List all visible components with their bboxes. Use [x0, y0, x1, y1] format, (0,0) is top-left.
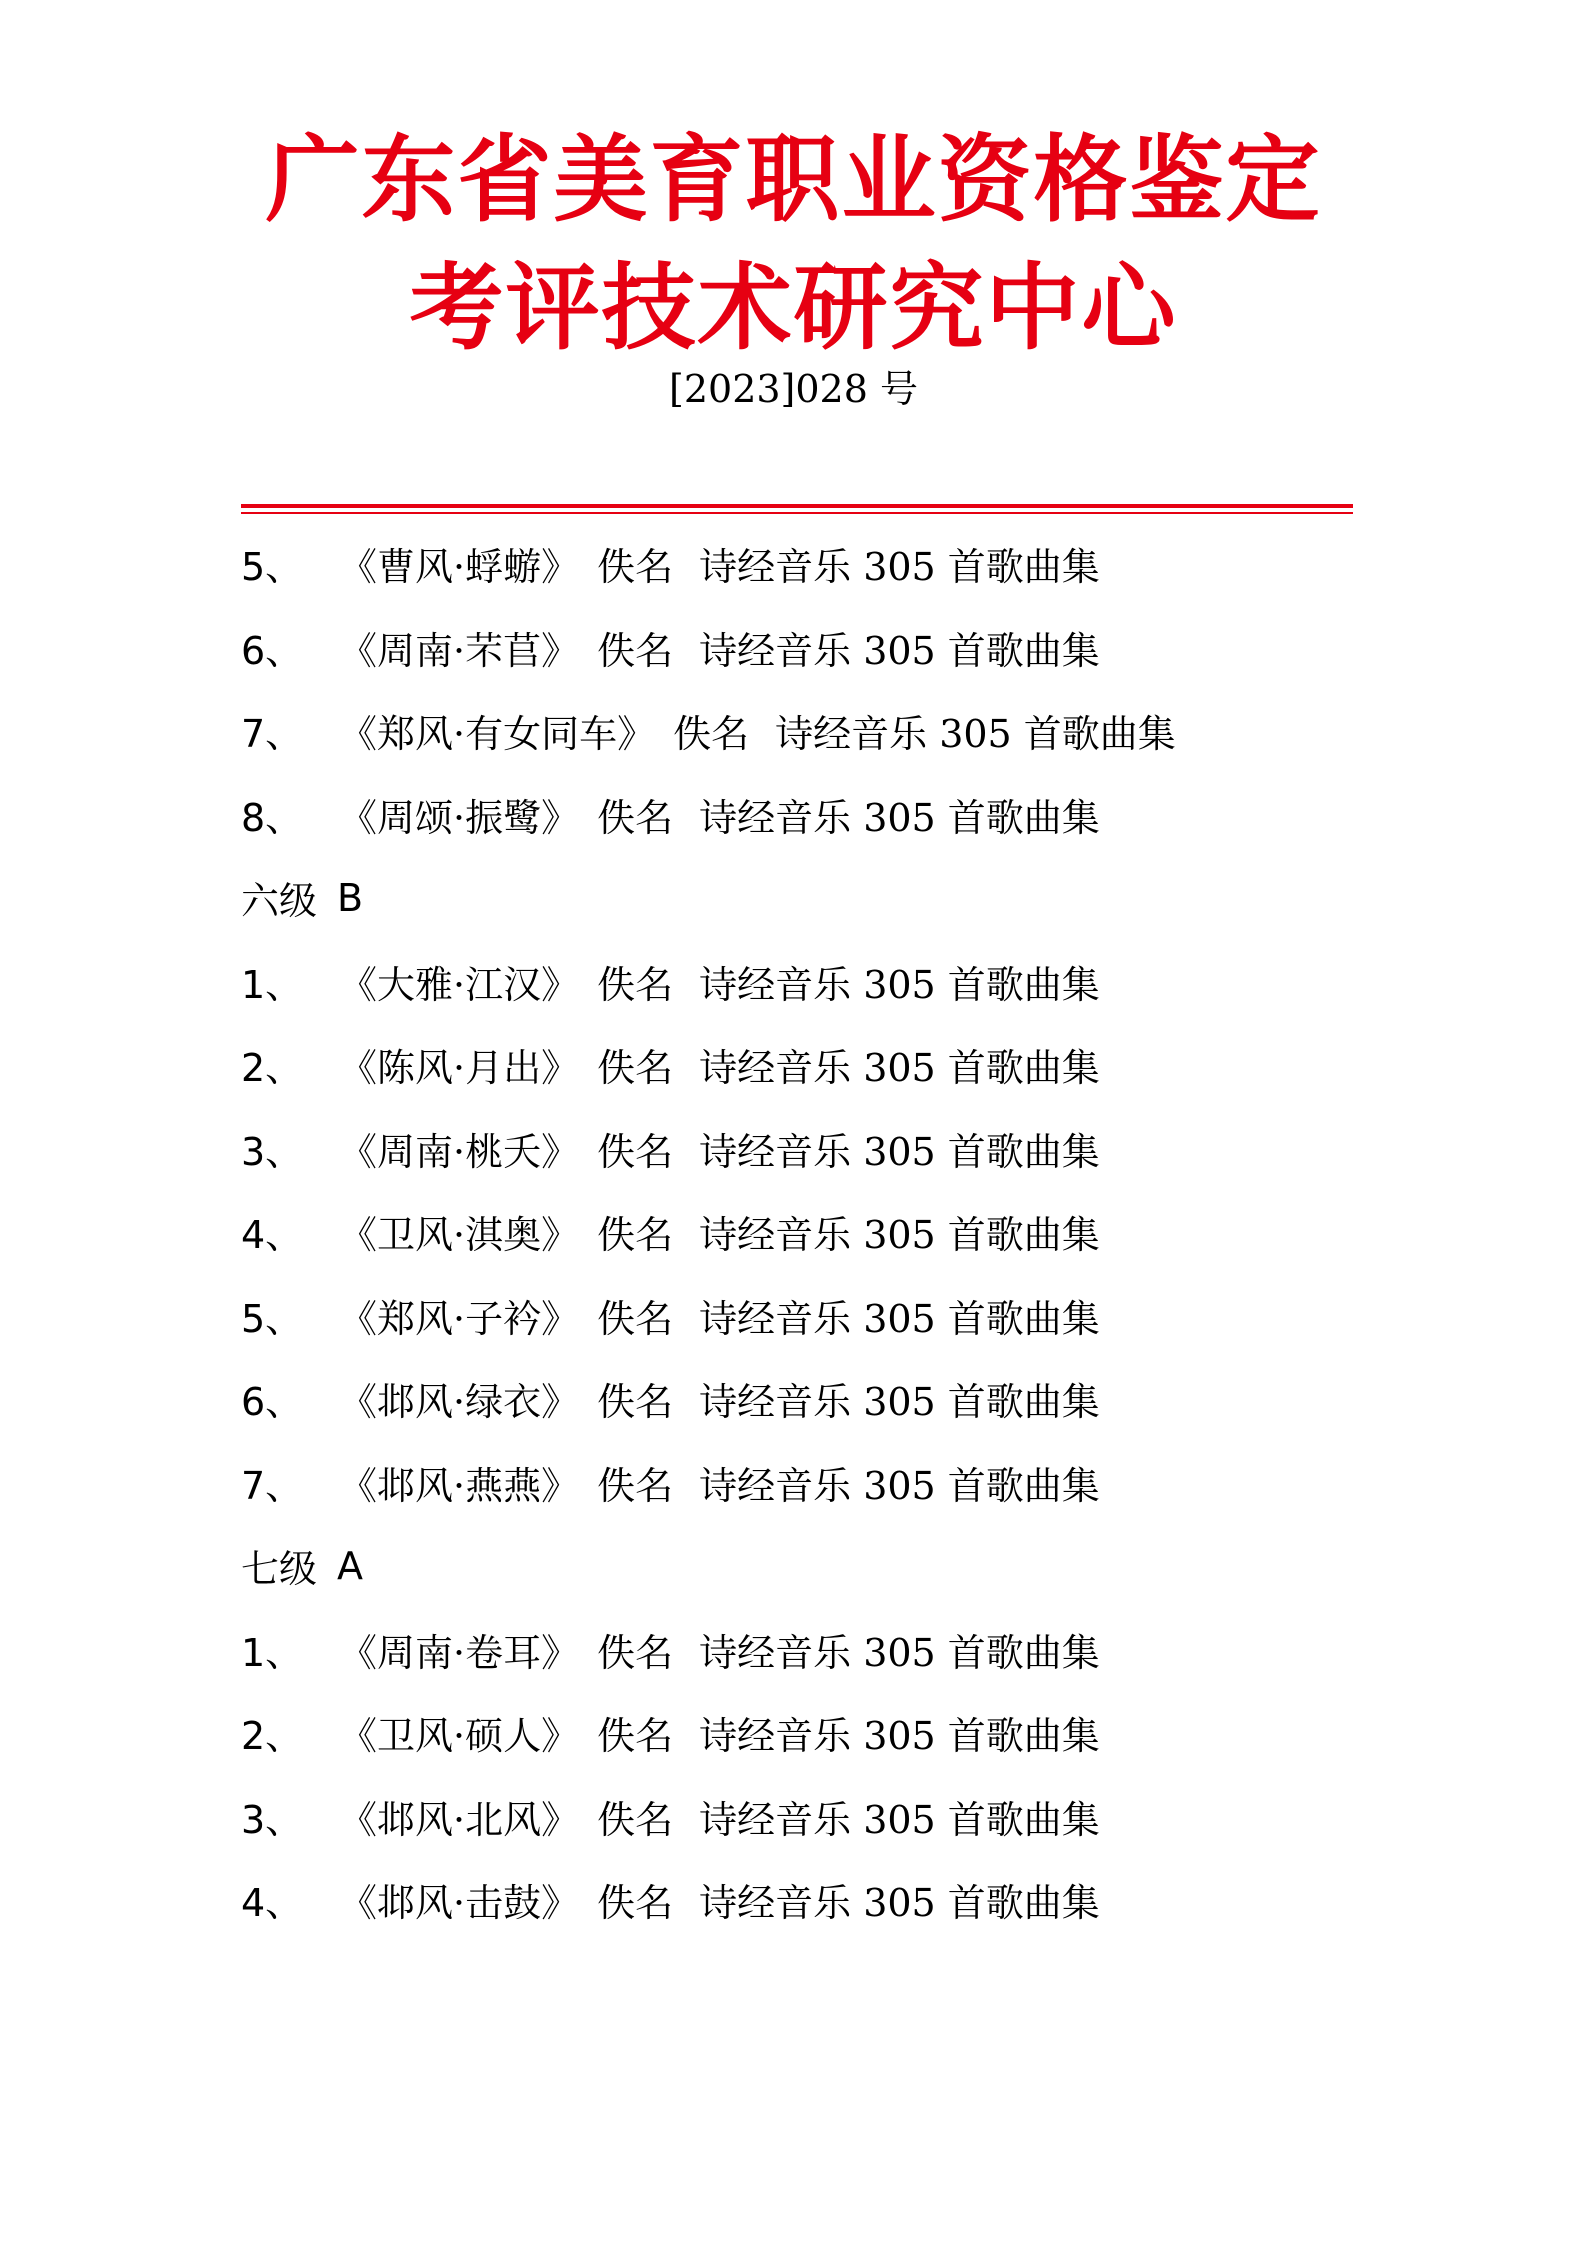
level-heading — [241, 1524, 1351, 1608]
song-title: 《卫风·淇奥》 — [339, 1213, 580, 1258]
song-author: 佚名 — [597, 628, 674, 673]
header-divider-thin — [241, 512, 1353, 514]
song-title: 《邶风·北风》 — [339, 1797, 580, 1842]
song-source: 诗经音乐 305 首歌曲集 — [699, 795, 1100, 840]
level-code: B — [337, 875, 364, 920]
song-author: 佚名 — [597, 795, 674, 840]
song-row — [241, 1608, 1351, 1692]
song-title: 《周颂·振鹭》 — [339, 795, 580, 840]
song-row — [241, 940, 1351, 1024]
song-author: 佚名 — [597, 1380, 674, 1425]
song-author: 佚名 — [597, 1463, 674, 1508]
song-number: 3、 — [241, 1797, 304, 1842]
song-source: 诗经音乐 305 首歌曲集 — [699, 1881, 1100, 1926]
song-number: 8、 — [241, 795, 304, 840]
song-author: 佚名 — [597, 1129, 674, 1174]
song-number: 7、 — [241, 1463, 304, 1508]
song-title: 《周南·芣苢》 — [339, 628, 580, 673]
song-title: 《邶风·燕燕》 — [339, 1463, 580, 1508]
level-label: 六级 — [241, 879, 318, 924]
song-number: 6、 — [241, 1380, 304, 1425]
song-number: 5、 — [241, 545, 304, 590]
song-title: 《卫风·硕人》 — [339, 1714, 580, 1759]
song-source: 诗经音乐 305 首歌曲集 — [699, 1463, 1100, 1508]
song-row — [241, 1858, 1351, 1942]
song-source: 诗经音乐 305 首歌曲集 — [699, 1797, 1100, 1842]
song-source: 诗经音乐 305 首歌曲集 — [699, 545, 1100, 590]
song-row — [241, 1107, 1351, 1191]
song-row — [241, 1023, 1351, 1107]
song-title: 《周南·桃夭》 — [339, 1129, 580, 1174]
song-source: 诗经音乐 305 首歌曲集 — [699, 1213, 1100, 1258]
song-title: 《邶风·绿衣》 — [339, 1380, 580, 1425]
song-title: 《陈风·月出》 — [339, 1046, 580, 1091]
song-source: 诗经音乐 305 首歌曲集 — [699, 1380, 1100, 1425]
song-title: 《周南·卷耳》 — [339, 1630, 580, 1675]
song-row — [241, 1441, 1351, 1525]
song-source: 诗经音乐 305 首歌曲集 — [699, 628, 1100, 673]
song-row — [241, 1691, 1351, 1775]
song-title: 《曹风·蜉蝣》 — [339, 545, 580, 590]
song-author: 佚名 — [597, 1630, 674, 1675]
song-row — [241, 689, 1351, 773]
song-title: 《郑风·有女同车》 — [339, 712, 656, 757]
song-source: 诗经音乐 305 首歌曲集 — [699, 962, 1100, 1007]
song-title: 《郑风·子衿》 — [339, 1296, 580, 1341]
song-source: 诗经音乐 305 首歌曲集 — [699, 1046, 1100, 1091]
song-row — [241, 1274, 1351, 1358]
song-author: 佚名 — [597, 1213, 674, 1258]
song-title: 《邶风·击鼓》 — [339, 1881, 580, 1926]
document-number: [2023]028 号 — [669, 367, 918, 411]
song-source: 诗经音乐 305 首歌曲集 — [775, 712, 1176, 757]
song-number: 4、 — [241, 1213, 304, 1258]
level-code: A — [337, 1543, 364, 1588]
song-number: 3、 — [241, 1129, 304, 1174]
song-number: 2、 — [241, 1046, 304, 1091]
level-heading — [241, 856, 1351, 940]
song-author: 佚名 — [597, 1797, 674, 1842]
song-row — [241, 1190, 1351, 1274]
song-author: 佚名 — [597, 545, 674, 590]
song-number: 6、 — [241, 628, 304, 673]
song-number: 1、 — [241, 1630, 304, 1675]
song-row — [241, 1775, 1351, 1859]
song-number: 7、 — [241, 712, 304, 757]
song-row — [241, 606, 1351, 690]
song-source: 诗经音乐 305 首歌曲集 — [699, 1714, 1100, 1759]
song-author: 佚名 — [597, 1296, 674, 1341]
song-author: 佚名 — [597, 1881, 674, 1926]
song-row — [241, 522, 1351, 606]
song-title: 《大雅·江汉》 — [339, 962, 580, 1007]
org-title-line-2: 考评技术研究中心 — [409, 254, 1178, 363]
song-author: 佚名 — [597, 962, 674, 1007]
song-author: 佚名 — [673, 712, 750, 757]
song-row — [241, 1357, 1351, 1441]
song-number: 2、 — [241, 1714, 304, 1759]
song-list — [241, 522, 1351, 1942]
org-title-line-1: 广东省美育职业资格鉴定 — [265, 126, 1322, 235]
song-row — [241, 773, 1351, 857]
song-author: 佚名 — [597, 1046, 674, 1091]
song-source: 诗经音乐 305 首歌曲集 — [699, 1296, 1100, 1341]
song-number: 4、 — [241, 1881, 304, 1926]
song-author: 佚名 — [597, 1714, 674, 1759]
song-number: 1、 — [241, 962, 304, 1007]
song-source: 诗经音乐 305 首歌曲集 — [699, 1129, 1100, 1174]
song-number: 5、 — [241, 1296, 304, 1341]
header-divider-thick — [241, 504, 1353, 508]
song-source: 诗经音乐 305 首歌曲集 — [699, 1630, 1100, 1675]
level-label: 七级 — [241, 1547, 318, 1592]
